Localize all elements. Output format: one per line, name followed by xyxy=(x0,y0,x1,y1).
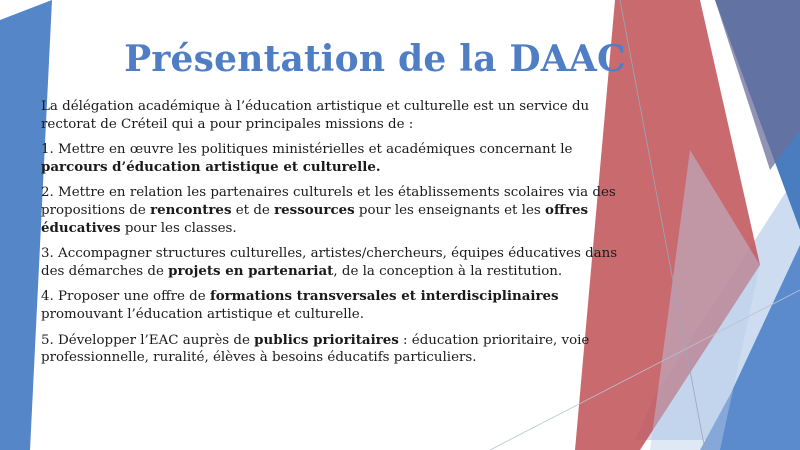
item-bold: publics prioritaires xyxy=(254,331,399,348)
item-bold: offres éducatives xyxy=(41,201,589,236)
item-text: 2. Mettre en relation les partenaires culturels et les établissements scolaires via des propositions de xyxy=(41,185,616,218)
mission-item-5 xyxy=(41,332,626,367)
mission-item-3 xyxy=(41,245,626,280)
item-text: 1. Mettre en œuvre les politiques ministérielles et académiques concernant le xyxy=(41,142,573,158)
item-bold: parcours d’éducation artistique et culturelle. xyxy=(41,158,381,175)
item-text: , de la conception à la restitution. xyxy=(333,263,563,279)
item-text: 3. Accompagner structures culturelles, artistes/chercheurs, équipes éducatives dans des démarches de xyxy=(41,246,618,279)
intro-paragraph: La délégation académique à l’éducation artistique et culturelle est un service du rectorat de Créteil qui a pour principales missions de : xyxy=(41,99,590,132)
item-bold: ressources xyxy=(274,201,355,218)
item-text: 5. Développer l’EAC auprès de xyxy=(41,332,255,348)
item-text: promouvant l’éducation artistique et culturelle. xyxy=(41,306,364,322)
item-text: : éducation prioritaire, voie professionnelle, ruralité, élèves à besoins éducatifs particuliers. xyxy=(41,332,590,366)
slide-title: Présentation de la DAAC xyxy=(124,38,626,80)
item-text: pour les enseignants et les xyxy=(354,202,546,218)
mission-item-1 xyxy=(41,141,626,176)
item-text: et de xyxy=(231,202,275,218)
mission-item-4 xyxy=(41,288,626,323)
mission-item-2 xyxy=(41,184,626,237)
slide-body xyxy=(41,98,626,375)
item-text: pour les classes. xyxy=(120,220,237,236)
item-bold: projets en partenariat xyxy=(168,262,334,279)
item-bold: formations transversales et interdisciplinaires xyxy=(209,288,559,305)
item-text: 4. Proposer une offre de xyxy=(41,289,210,305)
item-bold: rencontres xyxy=(150,201,232,218)
